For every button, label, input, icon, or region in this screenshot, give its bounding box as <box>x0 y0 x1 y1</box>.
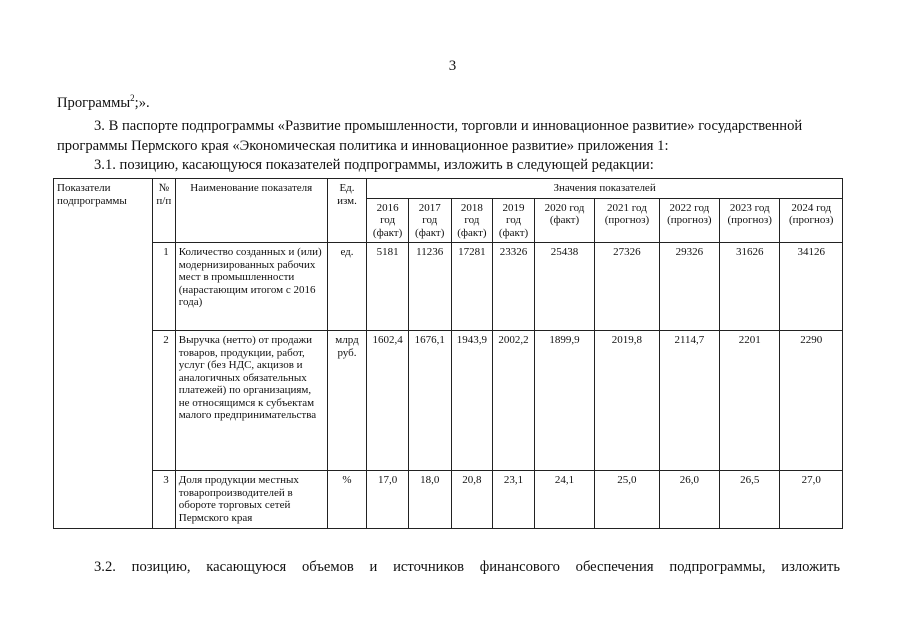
header-year: 2018 год (факт) <box>451 198 493 243</box>
value-cell: 1676,1 <box>408 331 451 471</box>
header-year: 2016 год (факт) <box>367 198 409 243</box>
header-indicators: Показатели подпрограммы <box>54 179 153 529</box>
paragraph-continuation <box>57 93 150 113</box>
value-cell: 2201 <box>720 331 780 471</box>
value-cell: 1943,9 <box>451 331 493 471</box>
header-name: Наименование показателя <box>175 179 327 243</box>
value-cell: 2290 <box>780 331 843 471</box>
value-cell: 23326 <box>493 243 535 331</box>
header-year: 2019 год (факт) <box>493 198 535 243</box>
indicator-name: Доля продукции местных товаропроизводителей в обороте торговых сетей Пермского края <box>175 471 327 529</box>
value-cell: 17,0 <box>367 471 409 529</box>
paragraph-text: Программы <box>57 95 131 111</box>
paragraph-item-3-cont: программы Пермского края «Экономическая политика и инновационное развитие» приложения 1: <box>57 138 669 154</box>
row-number: 3 <box>152 471 175 529</box>
header-unit: Ед. изм. <box>327 179 367 243</box>
value-cell: 23,1 <box>493 471 535 529</box>
indicator-unit: ед. <box>327 243 367 331</box>
header-no: № п/п <box>152 179 175 243</box>
indicators-table <box>53 178 843 529</box>
table-row <box>54 243 843 331</box>
row-number: 2 <box>152 331 175 471</box>
indicator-name: Количество созданных и (или) модернизированных рабочих мест в промышленности (нарастающим итогом с 2016 года) <box>175 243 327 331</box>
header-year: 2023 год (прогноз) <box>720 198 780 243</box>
footnote-mark: 2 <box>130 93 135 104</box>
header-year: 2024 год (прогноз) <box>780 198 843 243</box>
value-cell: 2114,7 <box>659 331 719 471</box>
value-cell: 2019,8 <box>595 331 660 471</box>
row-number: 1 <box>152 243 175 331</box>
value-cell: 26,0 <box>659 471 719 529</box>
value-cell: 25,0 <box>595 471 660 529</box>
value-cell: 2002,2 <box>493 331 535 471</box>
indicator-name: Выручка (нетто) от продажи товаров, продукции, работ, услуг (без НДС, акцизов и аналогичных обязательных платежей) по организациям, не относящимся к субъектам малого предпринимательства <box>175 331 327 471</box>
header-year: 2021 год (прогноз) <box>595 198 660 243</box>
value-cell: 17281 <box>451 243 493 331</box>
paragraph-item-3-2: 3.2. позицию, касающуюся объемов и источников финансового обеспечения подпрограммы, изложить <box>94 559 840 575</box>
value-cell: 25438 <box>534 243 594 331</box>
header-year: 2020 год (факт) <box>534 198 594 243</box>
value-cell: 29326 <box>659 243 719 331</box>
value-cell: 31626 <box>720 243 780 331</box>
header-values: Значения показателей <box>367 179 843 199</box>
value-cell: 20,8 <box>451 471 493 529</box>
header-year: 2017 год (факт) <box>408 198 451 243</box>
value-cell: 1602,4 <box>367 331 409 471</box>
indicator-unit: % <box>327 471 367 529</box>
paragraph-item-3: 3. В паспорте подпрограммы «Развитие промышленности, торговли и инновационное развитие» государственной <box>94 118 803 134</box>
page-number: 3 <box>448 58 457 74</box>
paragraph-item-3-1: 3.1. позицию, касающуюся показателей подпрограммы, изложить в следующей редакции: <box>94 157 654 173</box>
table-row <box>54 471 843 529</box>
value-cell: 26,5 <box>720 471 780 529</box>
value-cell: 18,0 <box>408 471 451 529</box>
table-row <box>54 331 843 471</box>
value-cell: 11236 <box>408 243 451 331</box>
value-cell: 1899,9 <box>534 331 594 471</box>
indicator-unit: млрд руб. <box>327 331 367 471</box>
value-cell: 24,1 <box>534 471 594 529</box>
value-cell: 27,0 <box>780 471 843 529</box>
value-cell: 5181 <box>367 243 409 331</box>
paragraph-tail: ;». <box>134 95 150 111</box>
value-cell: 27326 <box>595 243 660 331</box>
value-cell: 34126 <box>780 243 843 331</box>
header-year: 2022 год (прогноз) <box>659 198 719 243</box>
